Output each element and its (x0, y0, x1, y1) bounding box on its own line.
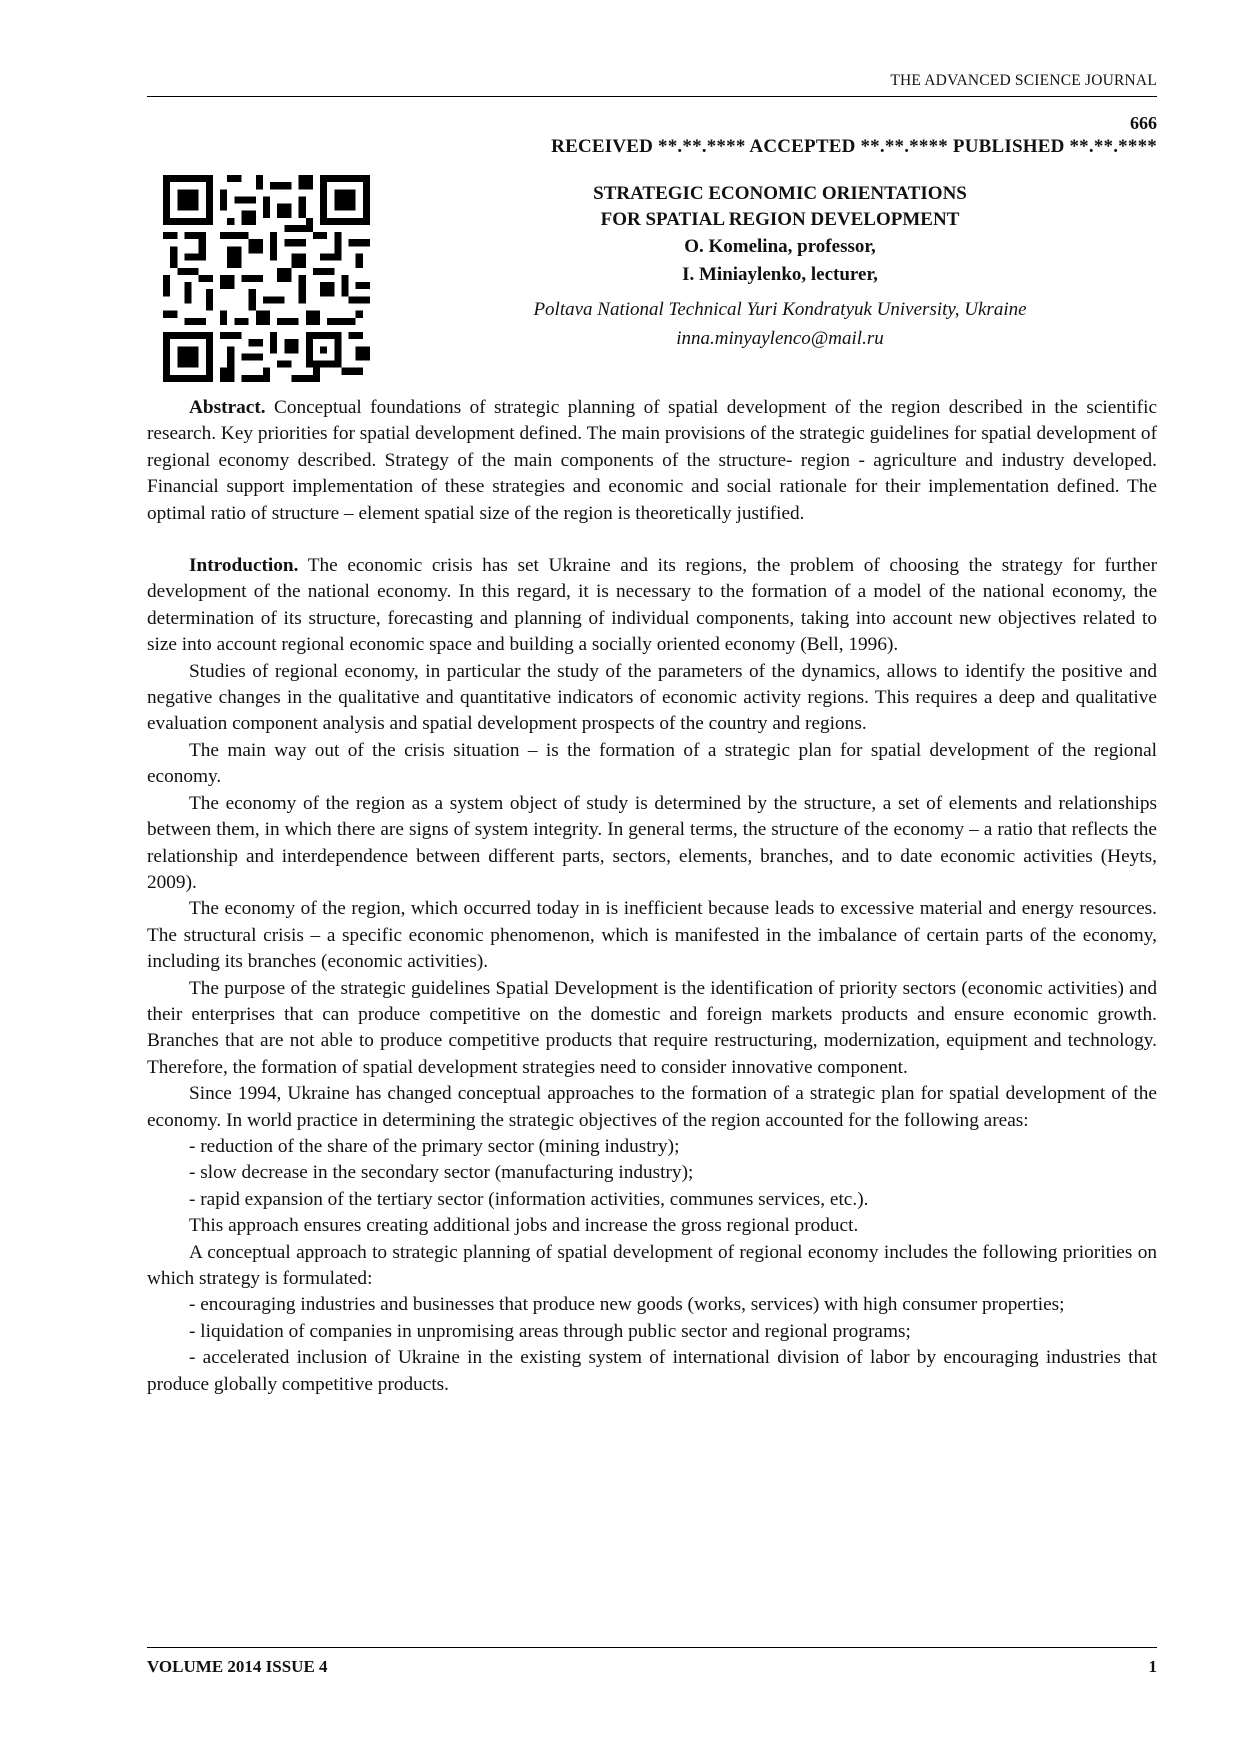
list-item: - accelerated inclusion of Ukraine in the existing system of international division of labor by encouraging industries that produce globally competitive products. (147, 1347, 1157, 1395)
body-paragraph: The economy of the region, which occurred today in is inefficient because leads to excessive material and energy resources. The structural crisis – a specific economic phenomenon, which is manifested in the imbalance of certain parts of the economy, including its branches (economic activities). (147, 898, 1157, 973)
body-paragraph: A conceptual approach to strategic planning of spatial development of regional economy includes the following priorities on which strategy is formulated: (147, 1241, 1157, 1289)
body-paragraph: The economy of the region as a system object of study is determined by the structure, a set of elements and relationships between them, in which there are signs of system integrity. In general terms, the structure of the economy – a ratio that reflects the relationship and interdependence between different parts, sectors, elements, branches, and to date economic activities (Heyts, 2009). (147, 792, 1157, 893)
abstract-text: Conceptual foundations of strategic planning of spatial development of the region described in the scientific research. Key priorities for spatial development defined. The main provisions of the strategic guidelines for spatial development of regional economy described. Strategy of the main components of the structure- region - agriculture and industry developed. Financial support implementation of these strategies and economic and social rationale for their implementation defined. The optimal ratio of structure – element spatial size of the region is theoretically justified. (147, 397, 1157, 524)
introduction-label: Introduction. (189, 555, 299, 577)
publication-dates: RECEIVED **.**.**** ACCEPTED **.**.**** PUBLISHED **.**.**** (551, 136, 1157, 157)
abstract-label: Abstract. (189, 397, 266, 418)
list-item: - rapid expansion of the tertiary sector (information activities, communes services, etc.). (189, 1188, 869, 1210)
author-email: inna.minyaylenco@mail.ru (676, 328, 884, 349)
article-heading (440, 181, 1120, 353)
qr-code-icon (163, 175, 370, 382)
footer-divider (147, 1647, 1157, 1648)
body-paragraph: Since 1994, Ukraine has changed conceptual approaches to the formation of a strategic plan for spatial development of the economy. In world practice in determining the strategic objectives of the region accounted for the following areas: (147, 1083, 1157, 1131)
page-code: 666 (1130, 113, 1157, 133)
page-number: 1 (1148, 1657, 1157, 1676)
list-item: - reduction of the share of the primary sector (mining industry); (189, 1135, 680, 1157)
body-paragraph: This approach ensures creating additional jobs and increase the gross regional product. (189, 1215, 859, 1237)
article-body (147, 395, 1157, 1398)
header-divider (147, 96, 1157, 97)
article-title-line-2: FOR SPATIAL REGION DEVELOPMENT (600, 209, 960, 230)
volume-issue: VOLUME 2014 ISSUE 4 (147, 1657, 328, 1676)
body-paragraph: The main way out of the crisis situation – is the formation of a strategic plan for spatial development of the regional economy. (147, 739, 1157, 788)
list-item: - slow decrease in the secondary sector (manufacturing industry); (189, 1162, 694, 1184)
article-title-line-1: STRATEGIC ECONOMIC ORIENTATIONS (593, 183, 967, 204)
affiliation: Poltava National Technical Yuri Kondratyuk University, Ukraine (533, 299, 1027, 320)
author-1: O. Komelina, professor, (684, 236, 876, 257)
abstract-paragraph (147, 395, 1157, 527)
body-paragraph: The purpose of the strategic guidelines Spatial Development is the identification of priority sectors (economic activities) and their enterprises that can produce competitive on the domestic and foreign markets products and ensure economic growth. Branches that are not able to produce competitive products that require restructuring, modernization, equipment and technology. Therefore, the formation of spatial development strategies need to consider innovative component. (147, 977, 1157, 1078)
journal-name: THE ADVANCED SCIENCE JOURNAL (890, 72, 1157, 89)
author-2: I. Miniaylenko, lecturer, (682, 264, 878, 285)
introduction-paragraph (147, 553, 1157, 659)
list-item: - encouraging industries and businesses that produce new goods (works, services) with high consumer properties; (189, 1294, 1065, 1316)
list-item: - liquidation of companies in unpromising areas through public sector and regional programs; (189, 1320, 911, 1342)
introduction-text: The economic crisis has set Ukraine and its regions, the problem of choosing the strategy for further development of the national economy. In this regard, it is necessary to the formation of a model of the national economy, the determination of its structure, forecasting and planning of individual components, taking into account new objectives related to size into account regional economic space and building a socially oriented economy (Bell, 1996). (147, 555, 1157, 656)
body-paragraph: Studies of regional economy, in particular the study of the parameters of the dynamics, allows to identify the positive and negative changes in the qualitative and quantitative indicators of economic activity regions. This requires a deep and qualitative evaluation component analysis and spatial development prospects of the country and regions. (147, 660, 1157, 735)
